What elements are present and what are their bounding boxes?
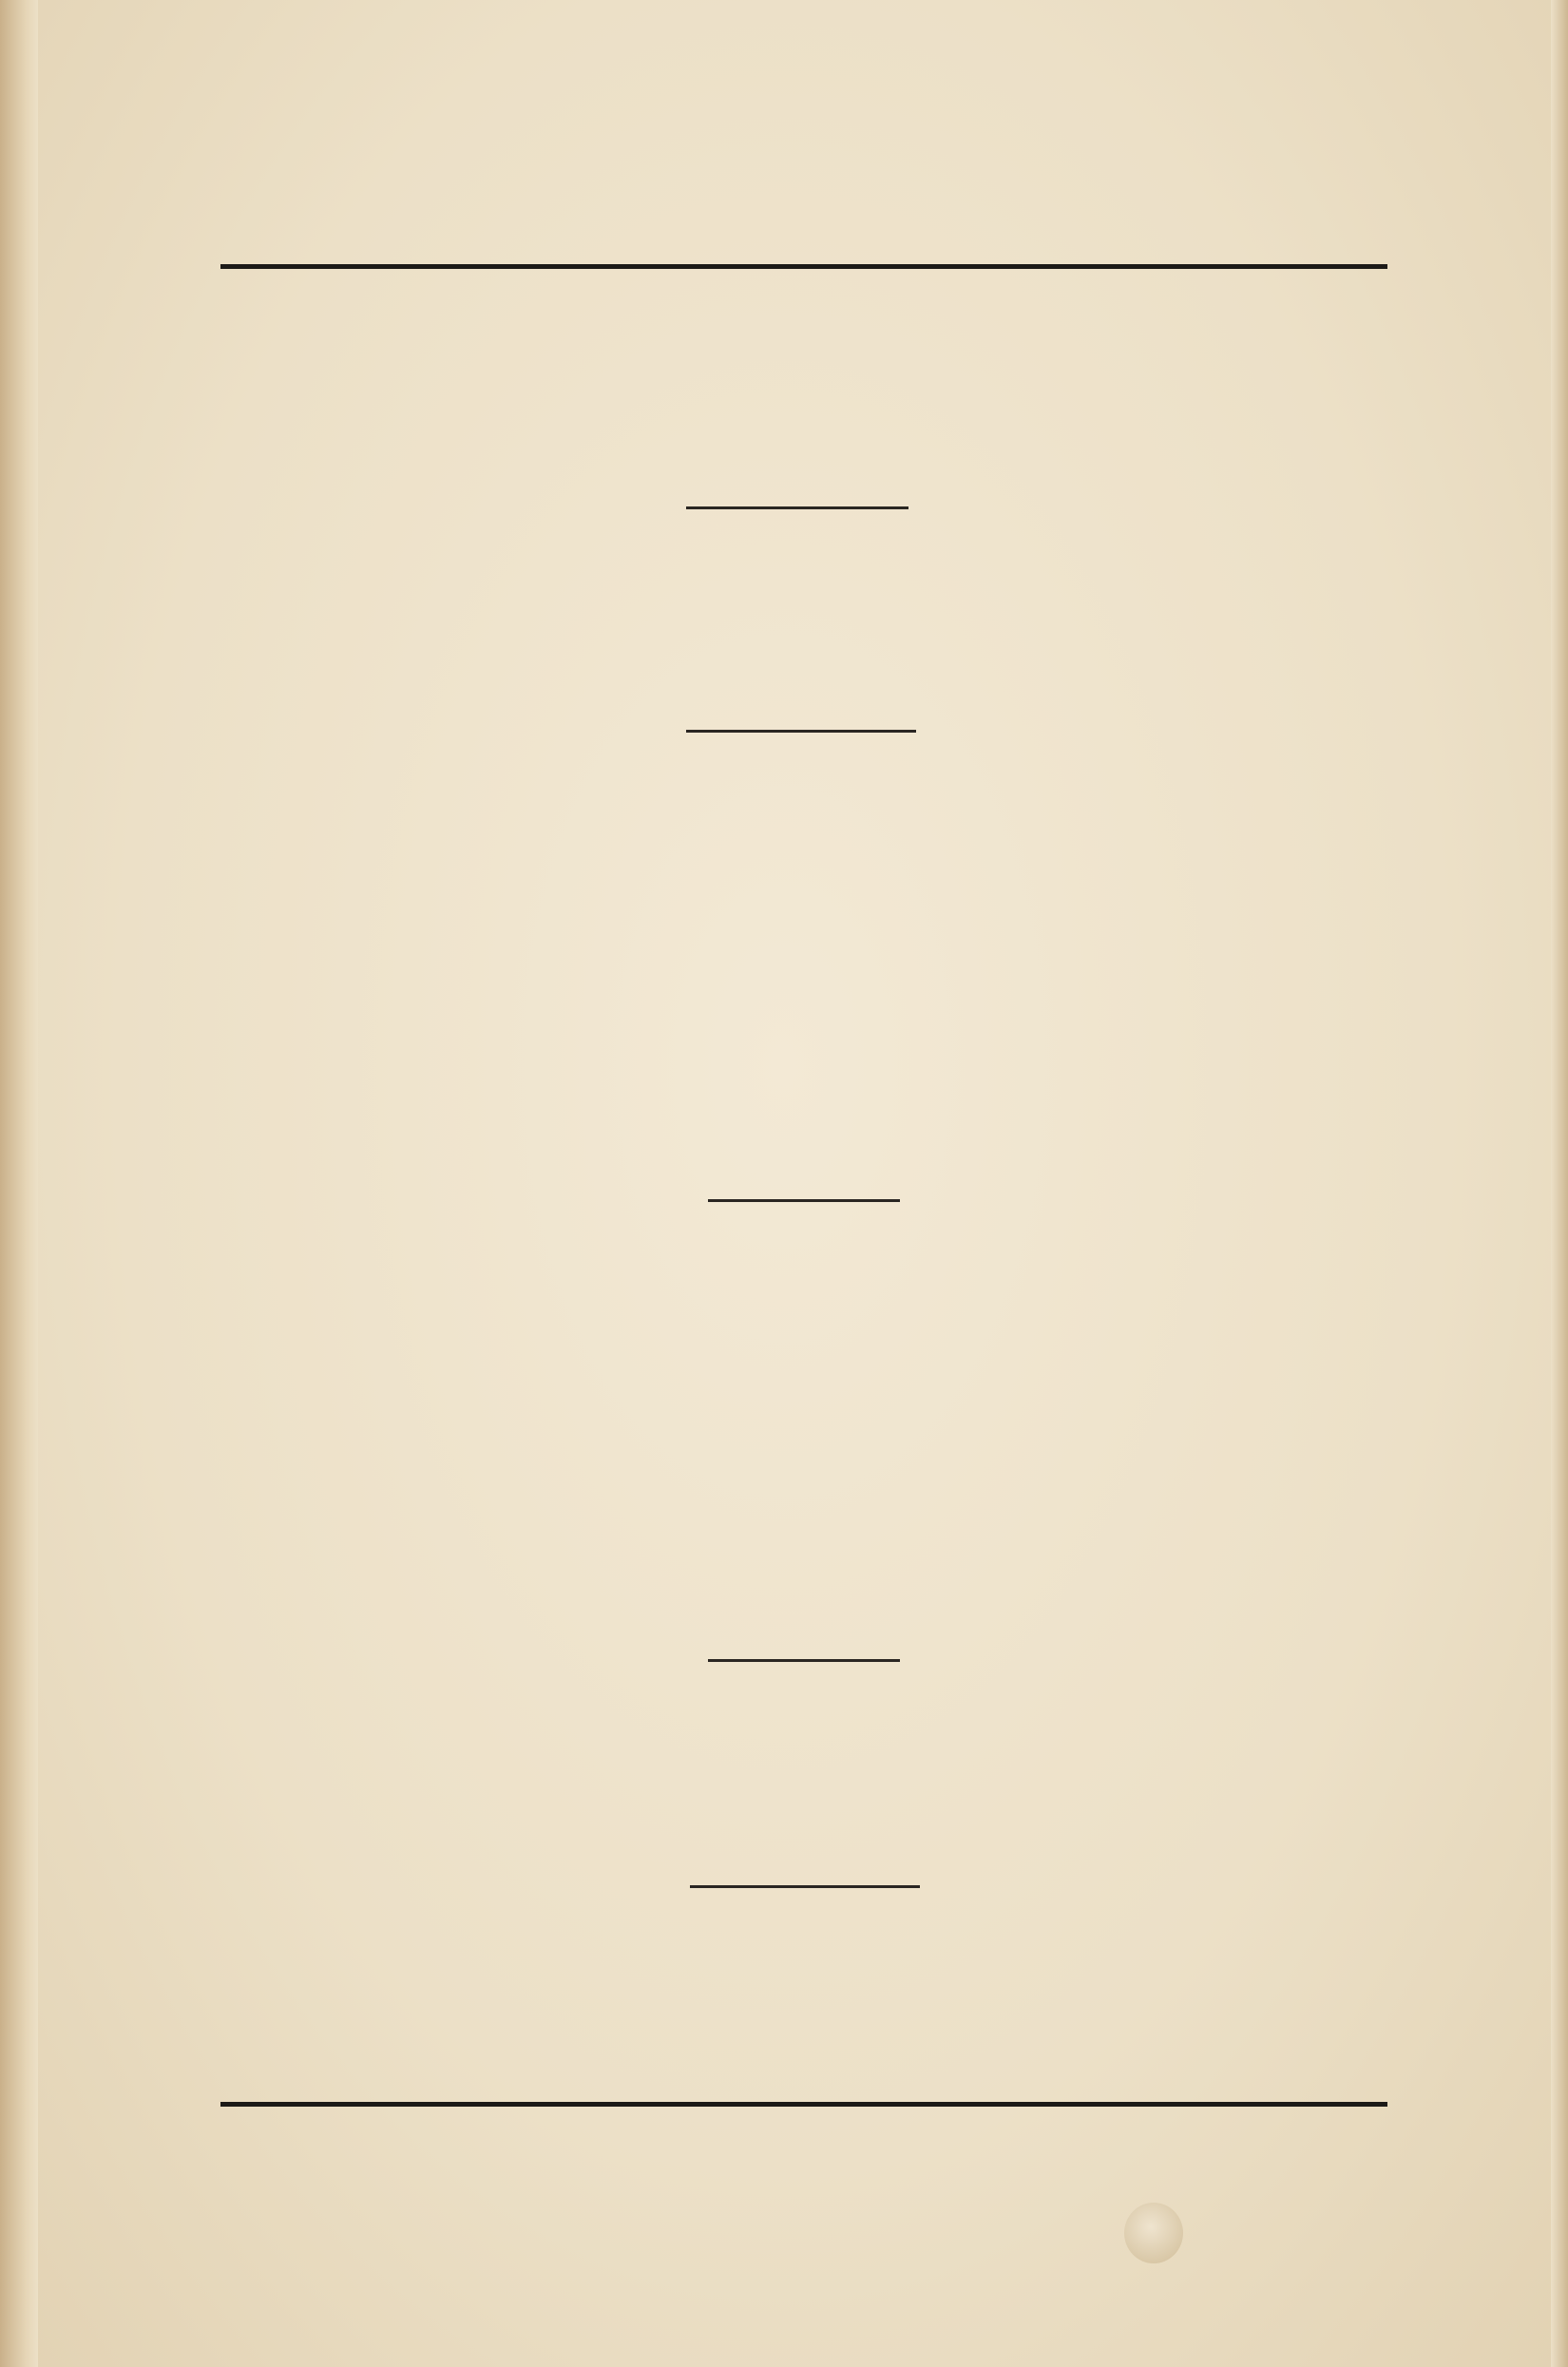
- binding-edge: [0, 0, 38, 2367]
- divider: [708, 1199, 900, 1202]
- paper-edge: [1551, 0, 1568, 2367]
- divider: [690, 1885, 920, 1888]
- bottom-border-rule: [220, 2102, 1387, 2107]
- divider: [686, 730, 916, 733]
- punch-hole: [1124, 2203, 1183, 2263]
- divider: [686, 506, 908, 509]
- top-border-rule: [220, 264, 1387, 269]
- divider: [708, 1659, 900, 1662]
